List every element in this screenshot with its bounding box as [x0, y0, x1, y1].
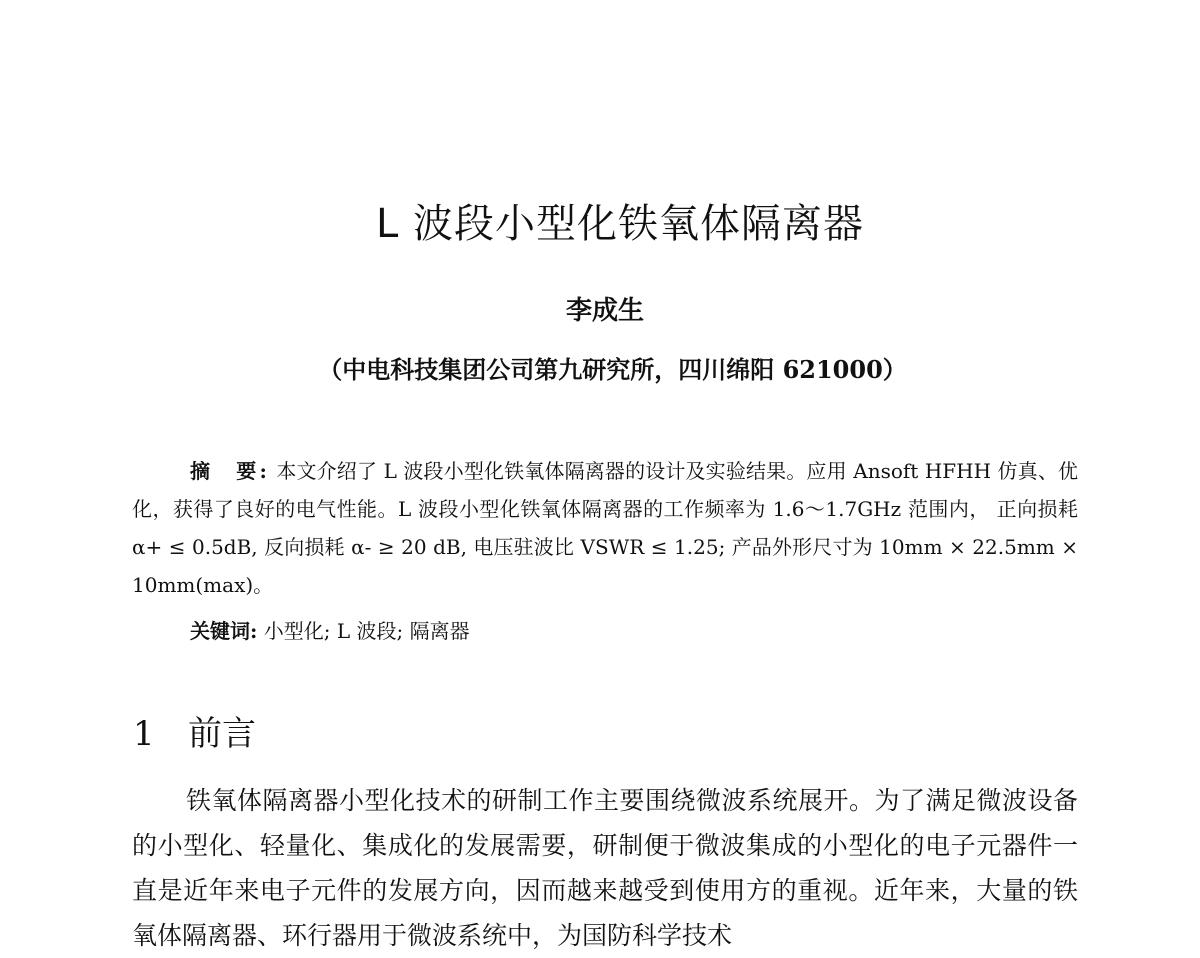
abstract-label: 摘 要:: [190, 459, 270, 483]
abstract-text: 本文介绍了 L 波段小型化铁氧体隔离器的设计及实验结果。应用 Ansoft HFHH 仿真、优化，获得了良好的电气性能。L 波段小型化铁氧体隔离器的工作频率为 1.6～1.7GHz 范围内， 正向损耗 α+ ≤ 0.5dB, 反向损耗 α- ≥ 20 dB, 电压驻波比 VSWR ≤ 1.25; 产品外形尺寸为 10mm × 22.5mm × 10mm(max)。: [132, 459, 1078, 597]
body-paragraph: 铁氧体隔离器小型化技术的研制工作主要围绕微波系统展开。为了满足微波设备的小型化、轻量化、集成化的发展需要，研制便于微波集成的小型化的电子元器件一直是近年来电子元件的发展方向，因而越来越受到使用方的重视。近年来，大量的铁氧体隔离器、环行器用于微波系统中，为国防科学技术: [132, 786, 1078, 950]
abstract: [132, 452, 1078, 604]
section-number: 1: [133, 714, 155, 754]
section-heading: [133, 706, 256, 755]
author-affiliation: （中电科技集团公司第九研究所，四川绵阳 621000）: [318, 355, 907, 384]
paper-title: L 波段小型化铁氧体隔离器: [376, 201, 864, 247]
section-title: 前言: [188, 714, 256, 754]
author-name: 李成生: [565, 296, 644, 326]
keywords-label: 关键词:: [190, 619, 258, 643]
keywords-text: 小型化; L 波段; 隔离器: [257, 619, 470, 643]
keywords: [190, 615, 470, 644]
